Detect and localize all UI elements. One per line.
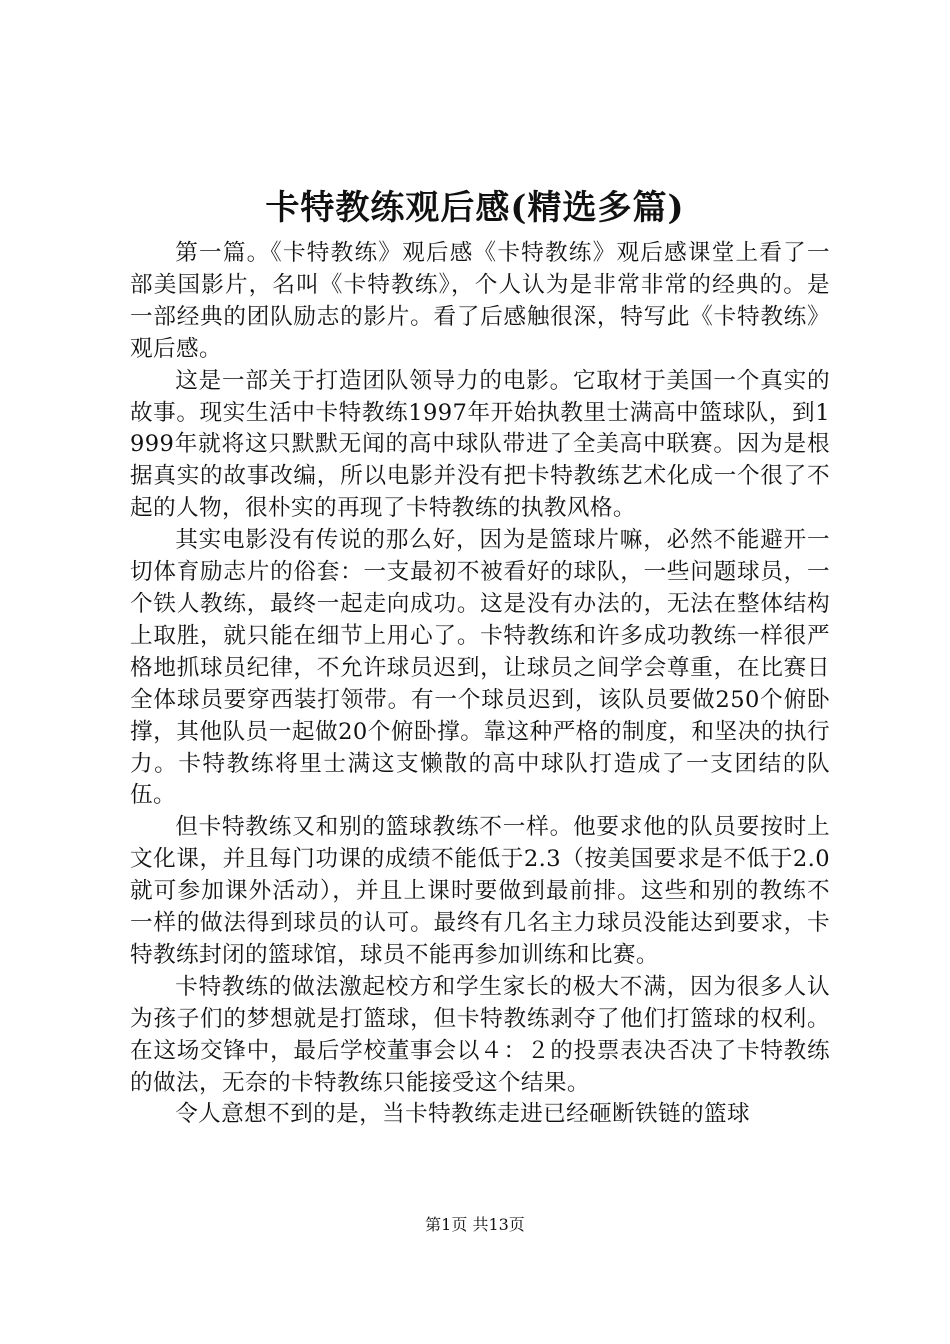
paragraph-1: 第一篇。《卡特教练》观后感《卡特教练》观后感课堂上看了一部美国影片，名叫《卡特教练》，个人认为是非常非常的经典的。是一部经典的团队励志的影片。看了后感触很深，特写此《卡特教练》观后感。 [130,240,830,362]
document-title: 卡特教练观后感(精选多篇) [265,188,685,228]
paragraph-6: 令人意想不到的是，当卡特教练走进已经砸断铁链的篮球 [175,1101,751,1128]
paragraph-4: 但卡特教练又和别的篮球教练不一样。他要求他的队员要按时上文化课，并且每门功课的成绩不能低于2.3（按美国要求是不低于2.0就可参加课外活动），并且上课时要做到最前排。这些和别的教练不一样的做法得到球员的认可。最终有几名主力球员没能达到要求，卡特教练封闭的篮球馆，球员不能再参加训练和比赛。 [130,814,830,968]
document-body [130,238,830,1131]
paragraph-5: 卡特教练的做法激起校方和学生家长的极大不满，因为很多人认为孩子们的梦想就是打篮球，但卡特教练剥夺了他们打篮球的权利。在这场交锋中，最后学校董事会以４：２的投票表决否决了卡特教练的做法，无奈的卡特教练只能接受这个结果。 [130,973,830,1096]
page-footer: 第1页 共13页 [425,1215,525,1234]
paragraph-2: 这是一部关于打造团队领导力的电影。它取材于美国一个真实的故事。现实生活中卡特教练1997年开始执教里士满高中篮球队，到1999年就将这只默默无闻的高中球队带进了全美高中联赛。因为是根据真实的故事改编，所以电影并没有把卡特教练艺术化成一个很了不起的人物，很朴实的再现了卡特教练的执教风格。 [130,367,830,522]
paragraph-3: 其实电影没有传说的那么好，因为是篮球片嘛，必然不能避开一切体育励志片的俗套：一支最初不被看好的球队，一些问题球员，一个铁人教练，最终一起走向成功。这是没有办法的，无法在整体结构上取胜，就只能在细节上用心了。卡特教练和许多成功教练一样很严格地抓球员纪律，不允许球员迟到，让球员之间学会尊重，在比赛日全体球员要穿西装打领带。有一个球员迟到，该队员要做250个俯卧撑，其他队员一起做20个俯卧撑。靠这种严格的制度，和坚决的执行力。卡特教练将里士满这支懒散的高中球队打造成了一支团结的队伍。 [130,527,830,809]
